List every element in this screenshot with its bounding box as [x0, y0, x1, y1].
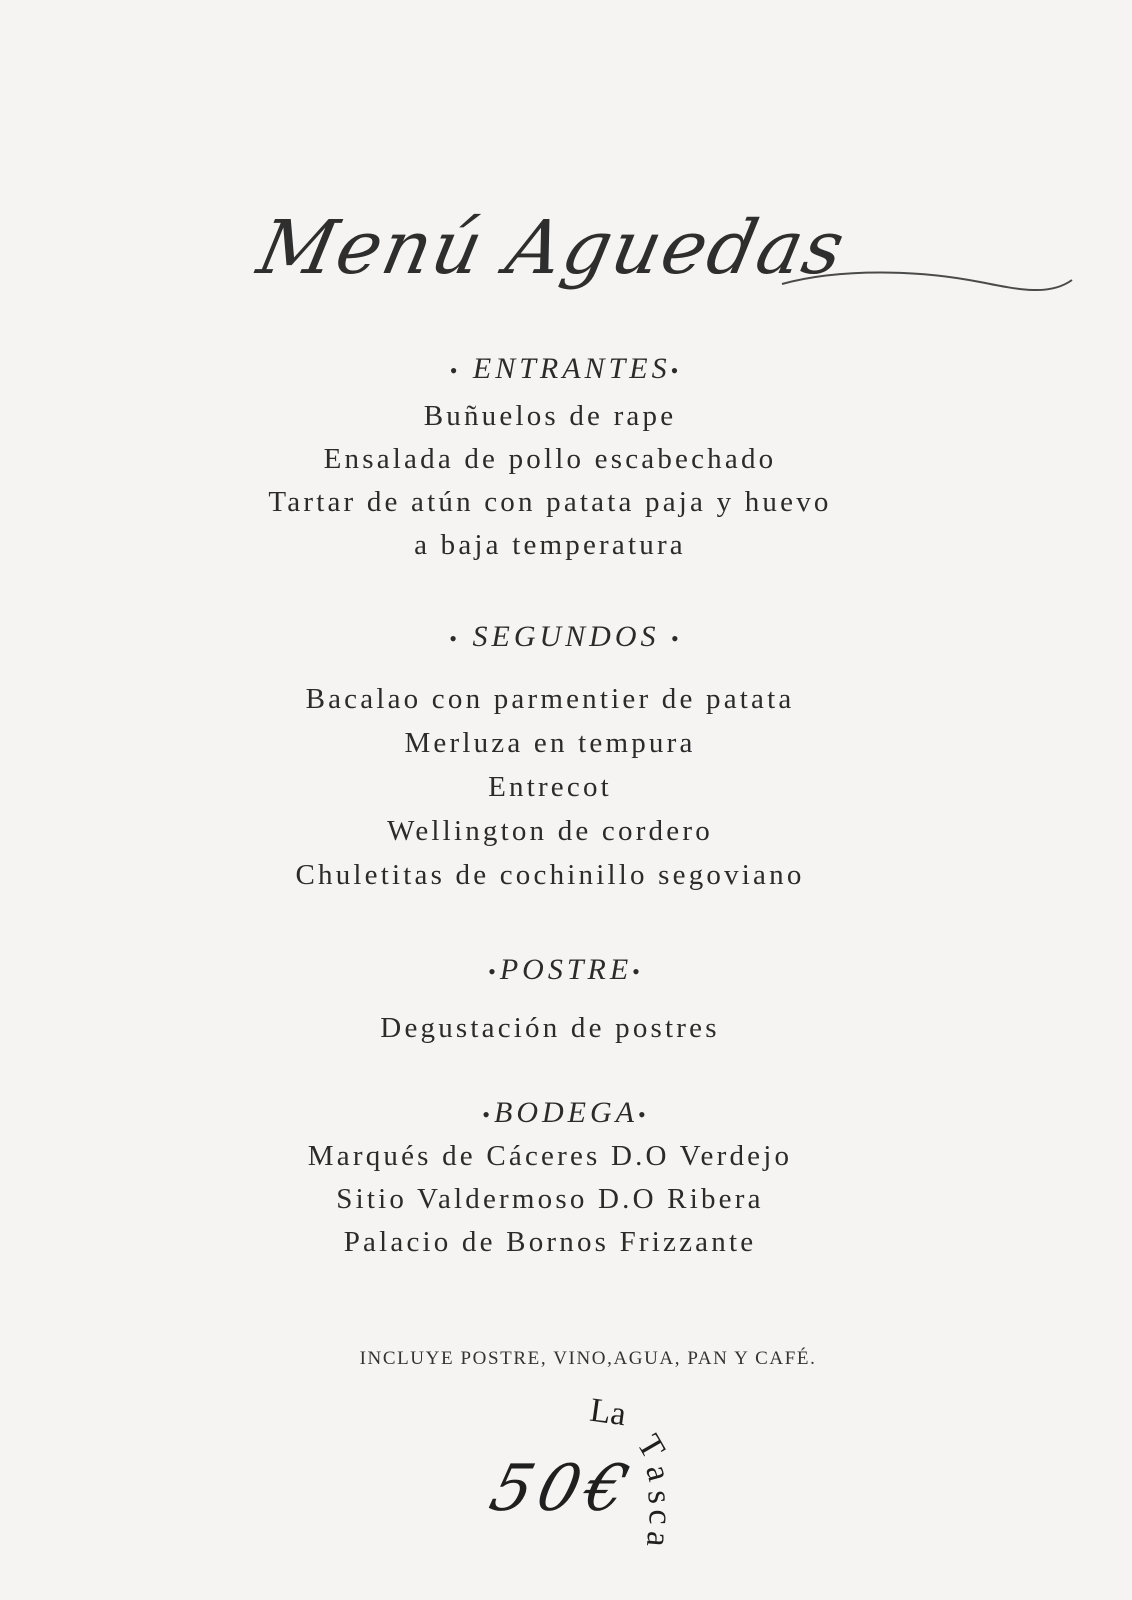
menu-header: [250, 205, 1080, 345]
menu-item: Palacio de Bornos Frizzante: [343, 1226, 757, 1258]
brand-letter: a: [638, 1460, 678, 1485]
title-flourish: [780, 260, 1080, 320]
menu-item: Chuletitas de cochinillo segoviano: [295, 859, 805, 891]
brand-letter: a: [638, 1529, 678, 1549]
menu-item: Sitio Valdermoso D.O Ribera: [336, 1183, 764, 1215]
brand-letter: c: [641, 1509, 679, 1525]
menu-item: Degustación de postres: [380, 1012, 720, 1044]
brand-word-la: La: [587, 1391, 629, 1434]
menu-item: Ensalada de pollo escabechado: [323, 443, 777, 475]
menu-item: Bacalao con parmentier de patata: [305, 683, 795, 715]
section-title-segundos: • SEGUNDOS •: [449, 620, 683, 653]
menu-title: Menú Aguedas: [250, 205, 854, 291]
menu-item: Marqués de Cáceres D.O Verdejo: [307, 1140, 793, 1172]
menu-item: Tartar de atún con patata paja y huevo: [268, 486, 832, 518]
brand-logo: [578, 1390, 718, 1570]
section-title-entrantes: • ENTRANTES•: [449, 352, 683, 385]
section-title-bodega: •BODEGA•: [482, 1096, 650, 1129]
brand-letter: T: [629, 1428, 673, 1465]
menu-item: Wellington de cordero: [387, 815, 713, 847]
section-title-postre: •POSTRE•: [488, 953, 644, 986]
price: 50€: [482, 1452, 642, 1526]
brand-letter: s: [640, 1488, 679, 1506]
menu-item: Merluza en tempura: [404, 727, 696, 759]
menu-item: Entrecot: [488, 771, 612, 803]
menu-item: Buñuelos de rape: [423, 400, 677, 432]
menu-item: a baja temperatura: [414, 529, 686, 561]
included-note: INCLUYE POSTRE, VINO,AGUA, PAN Y CAFÉ.: [359, 1348, 817, 1369]
